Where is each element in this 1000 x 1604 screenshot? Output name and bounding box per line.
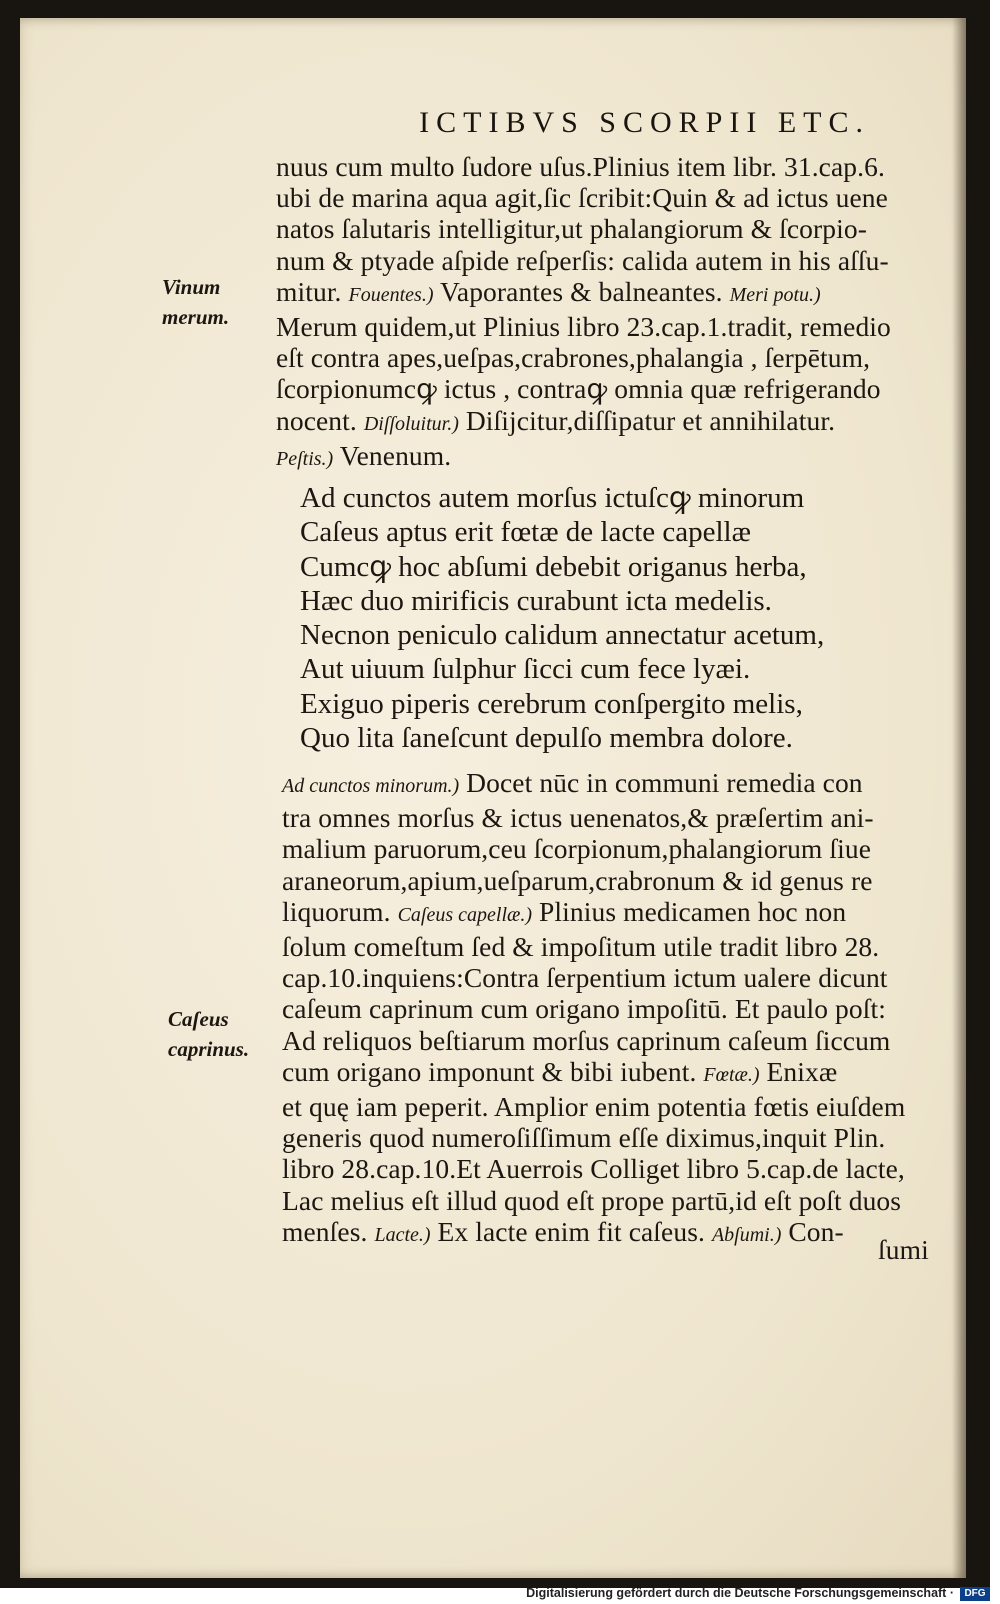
text-line (282, 1216, 905, 1251)
verse-block (300, 481, 824, 755)
line-text: Ex lacte enim fit caſeus. (430, 1215, 712, 1247)
running-head: ICTIBVS SCORPII ETC. (419, 106, 870, 139)
line-text: Ad reliquos beſtiarum morſus caprinum caſeum ſiccum (282, 1024, 891, 1056)
line-text: nocent. (276, 404, 364, 436)
verse-line: Necnon peniculo calidum annectatur acetum, (300, 619, 825, 652)
line-text: cap.10.inquiens:Contra ſerpentium ictum ualere dicunt (282, 962, 888, 994)
marginal-line: Caſeus (168, 1007, 229, 1031)
line-text: eſt contra apes,ueſpas,crabrones,phalangia , ſerpētum, (276, 342, 871, 374)
line-text: ſolum comeſtum ſed & impoſitum utile tradit libro 28. (282, 931, 880, 963)
commentary-paragraph-2 (282, 767, 905, 1251)
lemma: Abſumi.) (711, 1223, 782, 1246)
commentary-paragraph-1 (276, 151, 891, 475)
dfg-logo: DFG (960, 1587, 990, 1601)
lemma: Diſſoluitur.) (363, 412, 459, 435)
lemma: Fœtæ.) (703, 1063, 760, 1086)
text-line (282, 1091, 905, 1122)
text-line (282, 993, 905, 1024)
text-line (282, 962, 905, 993)
text-line (282, 802, 905, 833)
verse-line: Aut uiuum ſulphur ſicci cum fece lyæi. (300, 653, 751, 686)
line-text: mitur. (276, 275, 349, 307)
line-text: malium paruorum,ceu ſcorpionum,phalangiorum ſiue (282, 833, 872, 865)
line-text: ſcorpionumcꝙ ictus , contraꝙ omnia quæ refrigerando (276, 373, 881, 405)
line-text: menſes. (282, 1215, 375, 1247)
line-text: Diſijcitur,diſſipatur et annihilatur. (458, 404, 836, 436)
lemma: Caſeus capellæ.) (397, 903, 533, 926)
text-line (276, 245, 891, 276)
text-line (282, 931, 905, 962)
line-text: Venenum. (333, 439, 452, 471)
verse-line: Caſeus aptus erit fœtæ de lacte capellæ (300, 516, 751, 549)
text-line (282, 767, 905, 802)
text-line (282, 1122, 905, 1153)
text-line (282, 1185, 905, 1216)
book-page (20, 18, 966, 1578)
line-text: num & ptyade aſpide reſperſis: calida autem in his aſſu- (276, 244, 889, 276)
marginal-note-vinum-merum (162, 272, 229, 332)
line-text: libro 28.cap.10.Et Auerrois Colliget libro 5.cap.de lacte, (282, 1153, 905, 1185)
marginal-line: caprinus. (168, 1037, 250, 1061)
lemma: Peſtis.) (276, 447, 334, 470)
verse-line: Cumcꝙ hoc abſumi debebit origanus herba, (300, 550, 807, 583)
line-text: natos ſalutaris intelligitur,ut phalangiorum & ſcorpio- (276, 213, 867, 245)
marginal-line: Vinum (162, 275, 221, 299)
lemma: Lacte.) (374, 1223, 431, 1246)
line-text: nuus cum multo ſudore uſus.Plinius item libr. 31.cap.6. (276, 151, 885, 182)
catchword: ſumi (878, 1234, 929, 1265)
text-line (282, 865, 905, 896)
verse-line: Quo lita ſaneſcunt depulſo membra dolore. (300, 722, 793, 755)
line-text: tra omnes morſus & ictus uenenatos,& præſertim ani- (282, 802, 874, 834)
verse-line: Ad cunctos autem morſus ictuſcꝙ minorum (300, 482, 805, 514)
line-text: araneorum,apium,ueſparum,crabronum & id genus re (282, 864, 873, 896)
text-line (276, 311, 891, 342)
text-line (276, 213, 891, 244)
text-line (276, 182, 891, 213)
lemma: Fouentes.) (348, 283, 434, 306)
verse-line: Exiguo piperis cerebrum conſpergito melis, (300, 687, 803, 720)
line-text: Vaporantes & balneantes. (433, 275, 730, 307)
marginal-note-caseus-caprinus (168, 1004, 249, 1064)
text-line (276, 151, 891, 182)
text-line (276, 440, 891, 475)
line-text: Con- (781, 1215, 844, 1247)
verse-line: Hæc duo mirificis curabunt icta medelis. (300, 584, 772, 617)
lemma: Meri potu.) (729, 283, 821, 306)
line-text: Lac melius eſt illud quod eſt prope partū,id eſt poſt duos (282, 1184, 902, 1216)
text-line (276, 373, 891, 404)
line-text: Merum quidem,ut Plinius libro 23.cap.1.tradit, remedio (276, 311, 891, 343)
line-text: Plinius medicamen hoc non (532, 895, 847, 927)
text-line (282, 896, 905, 931)
line-text: generis quod numeroſiſſimum eſſe diximus,inquit Plin. (282, 1122, 886, 1154)
text-line (276, 276, 891, 311)
text-line (276, 405, 891, 440)
line-text: caſeum caprinum cum origano impoſitū. Et paulo poſt: (282, 993, 886, 1025)
text-line (282, 1025, 905, 1056)
lemma: Ad cunctos minorum.) (282, 775, 460, 797)
digitization-credit: Digitalisierung gefördert durch die Deutsche Forschungsgemeinschaft · (526, 1586, 954, 1600)
page-gutter-shadow (952, 18, 966, 1578)
text-line (276, 342, 891, 373)
text-line (282, 1056, 905, 1091)
line-text: et quę iam peperit. Amplior enim potentia fœtis eiuſdem (282, 1091, 906, 1123)
line-text: Docet nūc in communi remedia con (459, 767, 863, 798)
line-text: Enixæ (759, 1055, 838, 1087)
line-text: ubi de marina aqua agit,ſic ſcribit:Quin & ad ictus uene (276, 182, 888, 214)
text-line (282, 1153, 905, 1184)
text-line (282, 833, 905, 864)
line-text: cum origano imponunt & bibi iubent. (282, 1055, 704, 1087)
marginal-line: merum. (162, 305, 230, 329)
line-text: liquorum. (282, 895, 398, 927)
